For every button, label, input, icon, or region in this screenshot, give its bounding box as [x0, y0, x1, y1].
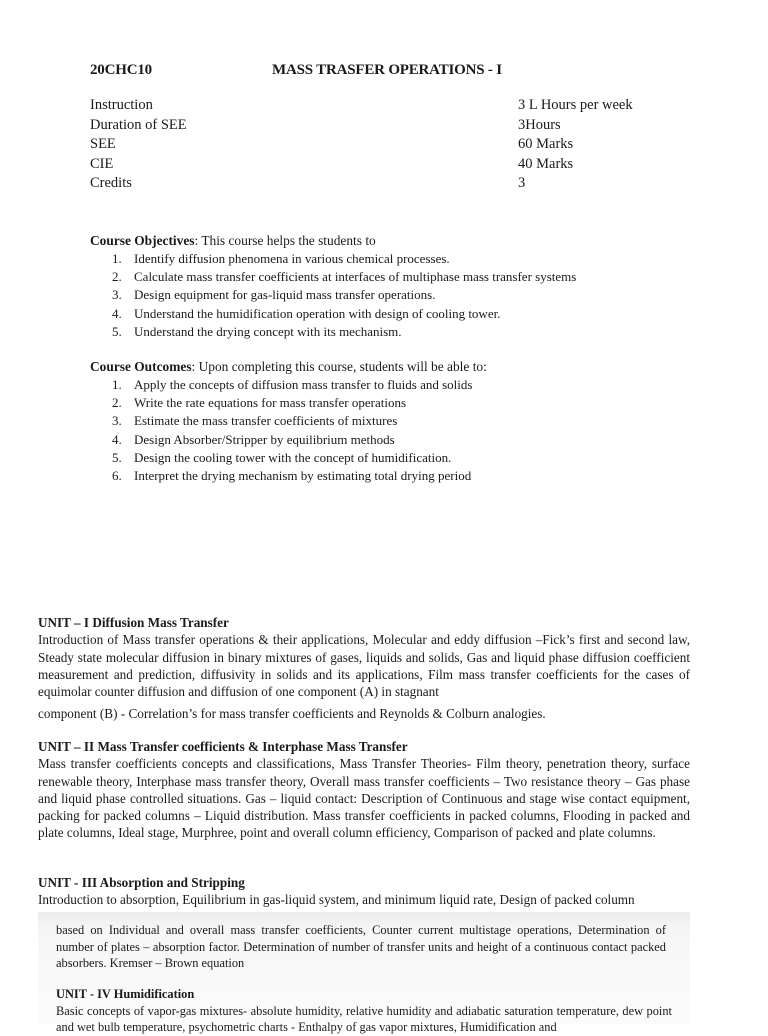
- list-item: [90, 394, 650, 412]
- meta-label: Credits: [90, 175, 132, 192]
- unit-3: [38, 874, 690, 909]
- meta-row-instruction: [90, 96, 650, 116]
- meta-row-cie: [90, 155, 650, 175]
- meta-value: 60 Marks: [518, 136, 574, 153]
- item-text: Design Absorber/Stripper by equilibrium methods: [134, 431, 395, 447]
- unit-1-text: Introduction of Mass transfer operations & their applications, Molecular and eddy diffusion –Fick’s first and second law, Steady state molecular diffusion in binary mixtures of gases, liquids and solids, Gas and liquid phase diffusion coefficient measurement and prediction, diffusivity in solids and its applications, Film mass transfer coefficients for the cases of equimolar counter diffusion and diffusion of one component (A) in stagnant: [38, 632, 690, 700]
- item-text: Design equipment for gas-liquid mass transfer operations.: [134, 287, 436, 303]
- objectives-list: [90, 250, 650, 341]
- item-number: 3.: [112, 287, 122, 303]
- unit-1: [38, 614, 690, 700]
- list-item: [90, 323, 650, 341]
- item-text: Calculate mass transfer coefficients at interfaces of multiphase mass transfer systems: [134, 269, 577, 285]
- unit-2-title: UNIT – II Mass Transfer coefficients & Interphase Mass Transfer: [38, 739, 408, 754]
- unit-2: [38, 738, 690, 842]
- meta-value: 3 L Hours per week: [518, 97, 633, 113]
- meta-label: Instruction: [90, 97, 153, 113]
- list-item: [90, 431, 650, 449]
- next-page-panel: [38, 912, 690, 1035]
- unit-3-continuation: based on Individual and overall mass transfer coefficients, Counter current multistage operations, Determination of number of plates – absorption factor. Determination of number of transfer units and height of a continuous contact packed absorbers. Kremser – Brown equation: [56, 923, 666, 971]
- unit-4-text: Basic concepts of vapor-gas mixtures- absolute humidity, relative humidity and adiabatic saturation temperature, dew point and wet bulb temperature, psychometric charts - Enthalpy of gas vapor mixtures, Humidification and: [56, 1003, 672, 1035]
- unit-4: [56, 986, 672, 1036]
- meta-row-credits: [90, 174, 650, 194]
- list-item: [90, 449, 650, 467]
- meta-label: CIE: [90, 155, 114, 172]
- unit-3-text: Introduction to absorption, Equilibrium in gas-liquid system, and minimum liquid rate, Design of packed column: [38, 892, 635, 908]
- item-number: 6.: [112, 468, 122, 484]
- item-number: 4.: [112, 305, 122, 321]
- unit-4-title: UNIT - IV Humidification: [56, 987, 195, 1001]
- unit-3-title: UNIT - III Absorption and Stripping: [38, 875, 245, 890]
- meta-label: Duration of SEE: [90, 116, 187, 133]
- unit-1-title: UNIT – I Diffusion Mass Transfer: [38, 615, 229, 630]
- unit-1-tail: component (B) - Correlation’s for mass transfer coefficients and Reynolds & Colburn analogies.: [38, 706, 546, 721]
- objectives-heading: [90, 232, 650, 250]
- outcomes-list: [90, 376, 650, 485]
- list-item: [90, 412, 650, 430]
- meta-value: 40 Marks: [518, 155, 574, 172]
- objectives-intro: : This course helps the students to: [194, 233, 376, 248]
- item-text: Apply the concepts of diffusion mass transfer to fluids and solids: [134, 377, 473, 392]
- meta-label: SEE: [90, 136, 116, 153]
- meta-row-see: [90, 135, 650, 155]
- objectives-heading-label: Course Objectives: [90, 233, 195, 248]
- item-number: 2.: [112, 395, 122, 411]
- course-meta: [90, 96, 650, 194]
- list-item: [90, 467, 650, 485]
- course-outcomes: [90, 358, 650, 485]
- outcomes-intro: : Upon completing this course, students will be able to:: [191, 359, 487, 374]
- item-number: 5.: [112, 323, 122, 339]
- list-item: [90, 250, 650, 268]
- outcomes-heading: [90, 358, 650, 376]
- meta-value: 3: [518, 175, 526, 192]
- item-text: Interpret the drying mechanism by estimating total drying period: [134, 468, 472, 484]
- item-number: 2.: [112, 269, 122, 285]
- course-objectives: [90, 232, 650, 341]
- list-item: [90, 286, 650, 304]
- item-number: 1.: [112, 377, 122, 392]
- item-text: Write the rate equations for mass transfer operations: [134, 395, 407, 411]
- list-item: [90, 268, 650, 286]
- meta-row-duration: [90, 116, 650, 136]
- item-number: 3.: [112, 413, 122, 429]
- course-code: 20CHC10: [90, 62, 152, 78]
- item-number: 5.: [112, 449, 122, 465]
- meta-value: 3Hours: [518, 116, 561, 133]
- unit-2-text: Mass transfer coefficients concepts and classifications, Mass Transfer Theories- Film theory, penetration theory, surface renewable theory, Interphase mass transfer theory, Overall mass transfer coefficients – Two resistance theory – Gas phase and liquid phase controlled situations. Gas – liquid contact: Description of Continuous and stage wise contact equipment, packing for packed columns – Liquid distribution. Mass transfer coefficients in packed columns, Flooding in packed and plate columns, Ideal stage, Murphree, point and overall column efficiency, Comparison of packed and plate columns.: [38, 756, 690, 841]
- item-text: Design the cooling tower with the concept of humidification.: [134, 449, 452, 465]
- list-item: [90, 376, 650, 394]
- item-text: Estimate the mass transfer coefficients of mixtures: [134, 413, 398, 429]
- item-text: Understand the humidification operation with design of cooling tower.: [134, 305, 501, 321]
- list-item: [90, 305, 650, 323]
- outcomes-heading-label: Course Outcomes: [90, 359, 192, 374]
- item-text: Understand the drying concept with its mechanism.: [134, 323, 402, 339]
- course-title: MASS TRASFER OPERATIONS - I: [272, 62, 502, 78]
- item-number: 4.: [112, 431, 122, 447]
- item-number: 1.: [112, 251, 122, 266]
- item-text: Identify diffusion phenomena in various chemical processes.: [134, 251, 450, 266]
